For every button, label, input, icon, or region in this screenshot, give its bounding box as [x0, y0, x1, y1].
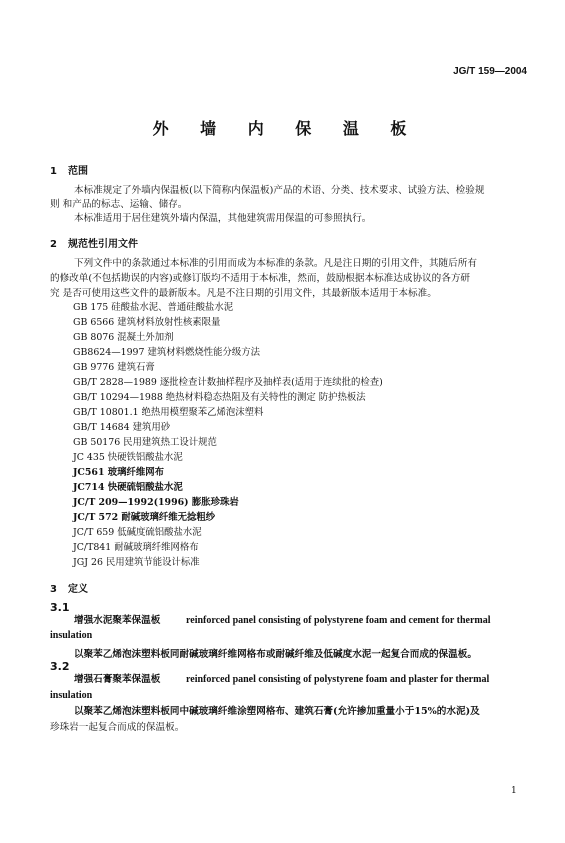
definition-3-2-text-line1: 以聚苯乙烯泡沫塑料板同中碱玻璃纤维涂塑网格布、建筑石膏(允许掺加重量小于15%的水泥)及 [74, 706, 480, 717]
reference-item: JC561 玻璃纤维网布 [73, 467, 164, 478]
reference-item: GB 8076 混凝土外加剂 [73, 332, 174, 343]
definition-3-2-term-en-line1: reinforced panel consisting of polystyrene foam and plaster for thermal [186, 674, 490, 685]
reference-item: JC/T 572 耐碱玻璃纤维无捻粗纱 [73, 512, 216, 523]
reference-item: GB/T 10801.1 绝热用模塑聚苯乙烯泡沫塑料 [73, 407, 264, 418]
reference-item: JC/T841 耐碱玻璃纤维网格布 [73, 542, 199, 553]
definition-3-2-number: 3.2 [50, 660, 70, 673]
section-2-intro-line3: 究 是否可使用这些文件的最新版本。凡是不注日期的引用文件，其最新版本适用于本标准。 [50, 288, 437, 299]
reference-item: JC 435 快硬铁铝酸盐水泥 [73, 452, 183, 463]
reference-item: JC/T 209—1992(1996) 膨胀珍珠岩 [73, 497, 239, 508]
definition-3-1-number: 3.1 [50, 601, 70, 614]
reference-item: GB 6566 建筑材料放射性核素限量 [73, 317, 221, 328]
reference-item: GB8624—1997 建筑材料燃烧性能分级方法 [73, 347, 260, 358]
reference-item: GB/T 10294—1988 绝热材料稳态热阻及有关特性的测定 防护热板法 [73, 392, 366, 403]
section-2-heading [50, 235, 138, 250]
definition-3-2-text-line2: 珍珠岩一起复合而成的保温板。 [50, 722, 185, 733]
reference-item: GB/T 2828—1989 逐批检查计数抽样程序及抽样表(适用于连续批的检查) [73, 377, 383, 388]
section-2-title: 规范性引用文件 [68, 239, 138, 250]
definition-3-1-term-en-line1: reinforced panel consisting of polystyrene foam and cement for thermal [186, 615, 491, 626]
definition-3-1-term-en-line2: insulation [50, 630, 93, 641]
reference-item: GB 50176 民用建筑热工设计规范 [73, 437, 217, 448]
reference-item: GB 9776 建筑石膏 [73, 362, 155, 373]
section-1-para2: 本标准适用于居住建筑外墙内保温，其他建筑需用保温的可参照执行。 [74, 213, 372, 224]
reference-item: GB 175 硅酸盐水泥、普通硅酸盐水泥 [73, 302, 234, 313]
page-number: 1 [511, 786, 517, 796]
definition-3-2-term-en-line2: insulation [50, 690, 93, 701]
section-2-number: 2 [50, 239, 57, 250]
section-2-intro-line1: 下列文件中的条款通过本标准的引用而成为本标准的条款。凡是注日期的引用文件，其随后所有 [74, 258, 477, 269]
section-1-para1-line1: 本标准规定了外墙内保温板(以下简称内保温板)产品的术语、分类、技术要求、试验方法、检验规 [74, 185, 485, 196]
reference-item: JGJ 26 民用建筑节能设计标准 [73, 557, 200, 568]
section-1-number: 1 [50, 166, 57, 177]
section-3-number: 3 [50, 584, 57, 595]
definition-3-1-text: 以聚苯乙烯泡沫塑料板同耐碱玻璃纤维网格布或耐碱纤维及低碱度水泥一起复合而成的保温板。 [74, 649, 477, 660]
section-1-heading [50, 162, 88, 177]
definition-3-1-term-cn: 增强水泥聚苯保温板 [74, 615, 161, 626]
definition-3-2-term-cn: 增强石膏聚苯保温板 [74, 674, 161, 685]
reference-item: JC/T 659 低碱度硫铝酸盐水泥 [73, 527, 202, 538]
section-3-heading [50, 580, 88, 595]
section-3-title: 定义 [68, 584, 88, 595]
section-2-intro-line2: 的修改单(不包括勘误的内容)或修订版均不适用于本标准，然而，鼓励根据本标准达成协议的各方研 [50, 273, 471, 284]
section-1-title: 范围 [68, 166, 88, 177]
standard-number: JG/T 159—2004 [453, 66, 527, 77]
document-title: 外 墙 内 保 温 板 [152, 119, 413, 138]
reference-item: JC714 快硬硫铝酸盐水泥 [73, 482, 183, 493]
reference-item: GB/T 14684 建筑用砂 [73, 422, 171, 433]
section-1-para1-line2: 则 和产品的标志、运输、储存。 [50, 199, 188, 210]
